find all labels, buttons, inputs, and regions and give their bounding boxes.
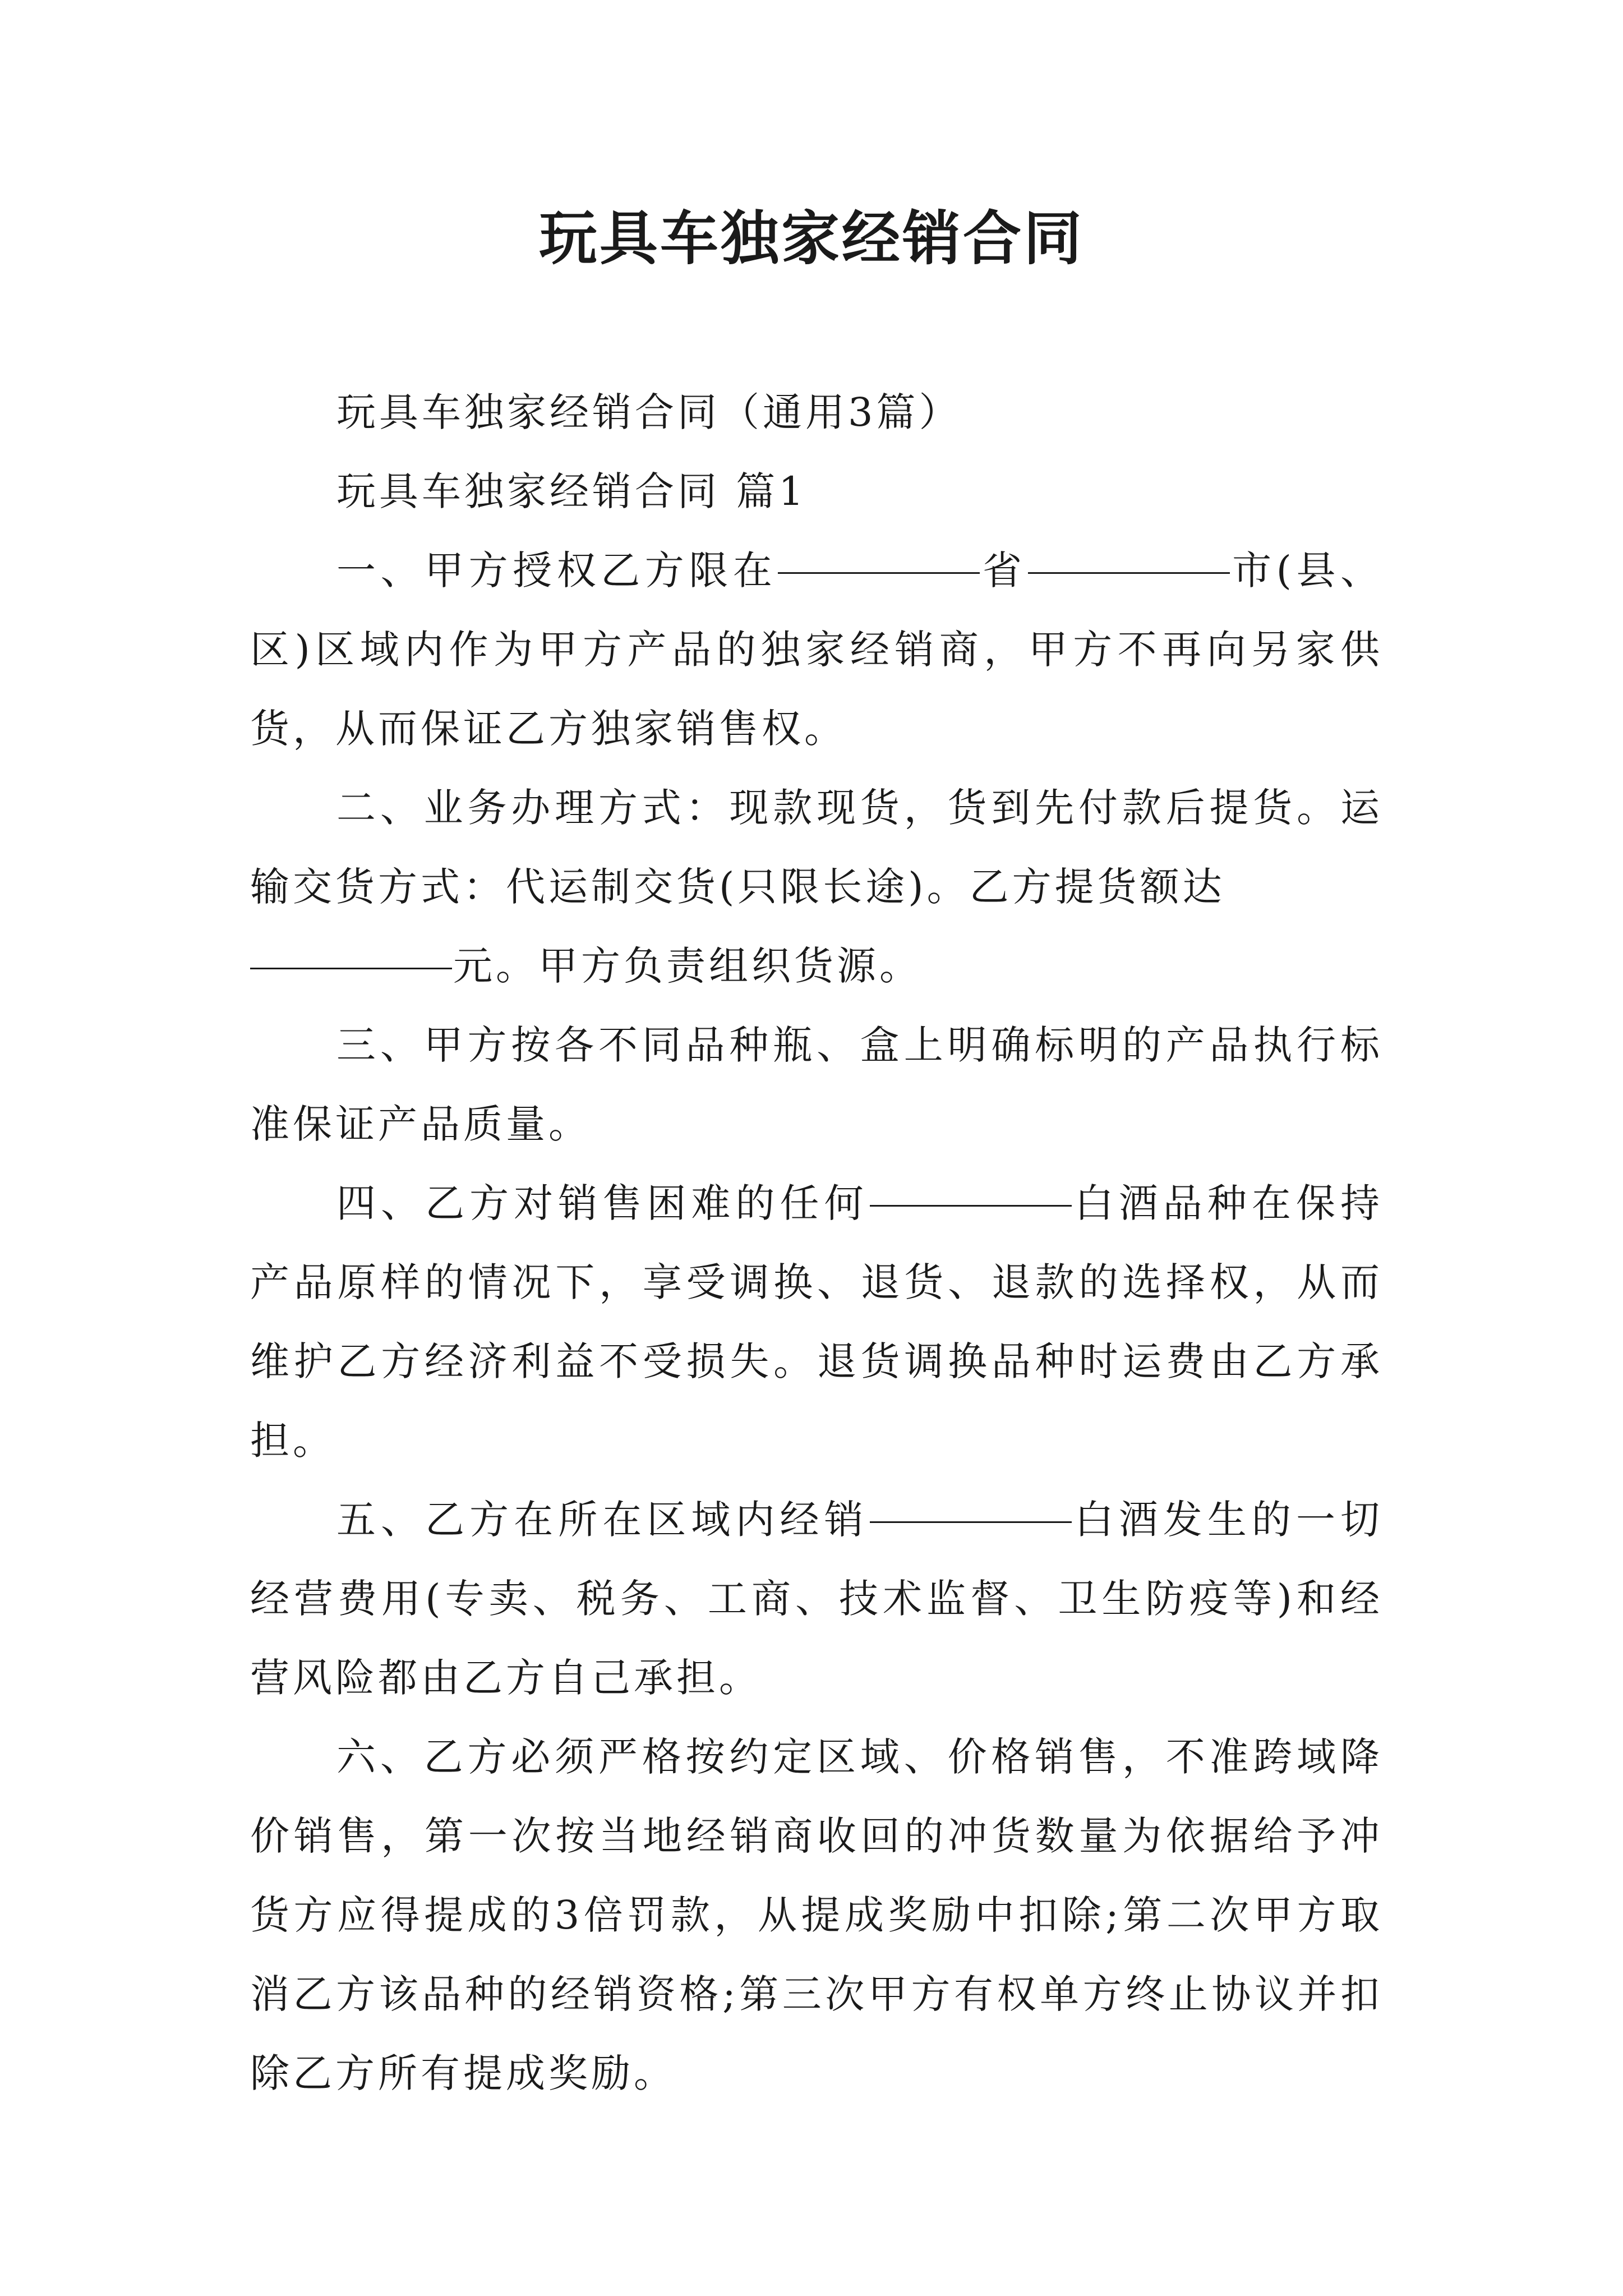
clause-1-text-c: 市(县、区)区域内作为甲方产品的独家经销商，甲方不再向另家供货，从而保证乙方独家销售权。 [250, 547, 1384, 752]
product-blank-2 [870, 1521, 1072, 1523]
clause-5 [250, 1480, 1383, 1718]
clause-6: 六、乙方必须严格按约定区域、价格销售，不准跨域降价销售，第一次按当地经销商收回的冲货数量为依据给予冲货方应得提成的3倍罚款，从提成奖励中扣除;第二次甲方取消乙方该品种的经销资格;第三次甲方有权单方终止协议并扣除乙方所有提成奖励。 [250, 1734, 1383, 2096]
amount-blank [250, 967, 452, 969]
clause-4 [250, 1164, 1383, 1480]
section-heading: 玩具车独家经销合同 篇1 [336, 468, 807, 514]
clause-4-text-b: 白酒品种在保持产品原样的情况下，享受调换、退货、退款的选择权，从而维护乙方经济利益不受损失。退货调换品种时运费由乙方承担。 [250, 1180, 1384, 1464]
document-title: 玩具车独家经销合同 [538, 204, 1084, 273]
product-blank-1 [870, 1204, 1072, 1207]
document-subtitle: 玩具车独家经销合同（通用3篇） [336, 389, 962, 435]
clause-2-text-a: 二、业务办理方式：现款现货，货到先付款后提货。运输交货方式：代运制交货(只限长途)。乙方提货额达 [250, 785, 1383, 910]
city-blank [1028, 572, 1230, 574]
clause-3: 三、甲方按各不同品种瓶、盒上明确标明的产品执行标准保证产品质量。 [250, 1022, 1383, 1147]
clause-2 [250, 769, 1383, 1006]
clause-1-text-a: 一、甲方授权乙方限在 [336, 547, 777, 593]
document-body [250, 373, 1383, 2113]
clause-1 [250, 531, 1383, 769]
clause-5-text-a: 五、乙方在所在区域内经销 [336, 1497, 869, 1543]
clause-1-text-b: 省 [981, 547, 1027, 593]
clause-4-text-a: 四、乙方对销售困难的任何 [336, 1180, 869, 1226]
clause-2-text-b: 元。甲方负责组织货源。 [453, 943, 922, 989]
province-blank [778, 572, 980, 574]
clause-5-text-b: 白酒发生的一切经营费用(专卖、税务、工商、技术监督、卫生防疫等)和经营风险都由乙方自己承担。 [250, 1497, 1384, 1701]
